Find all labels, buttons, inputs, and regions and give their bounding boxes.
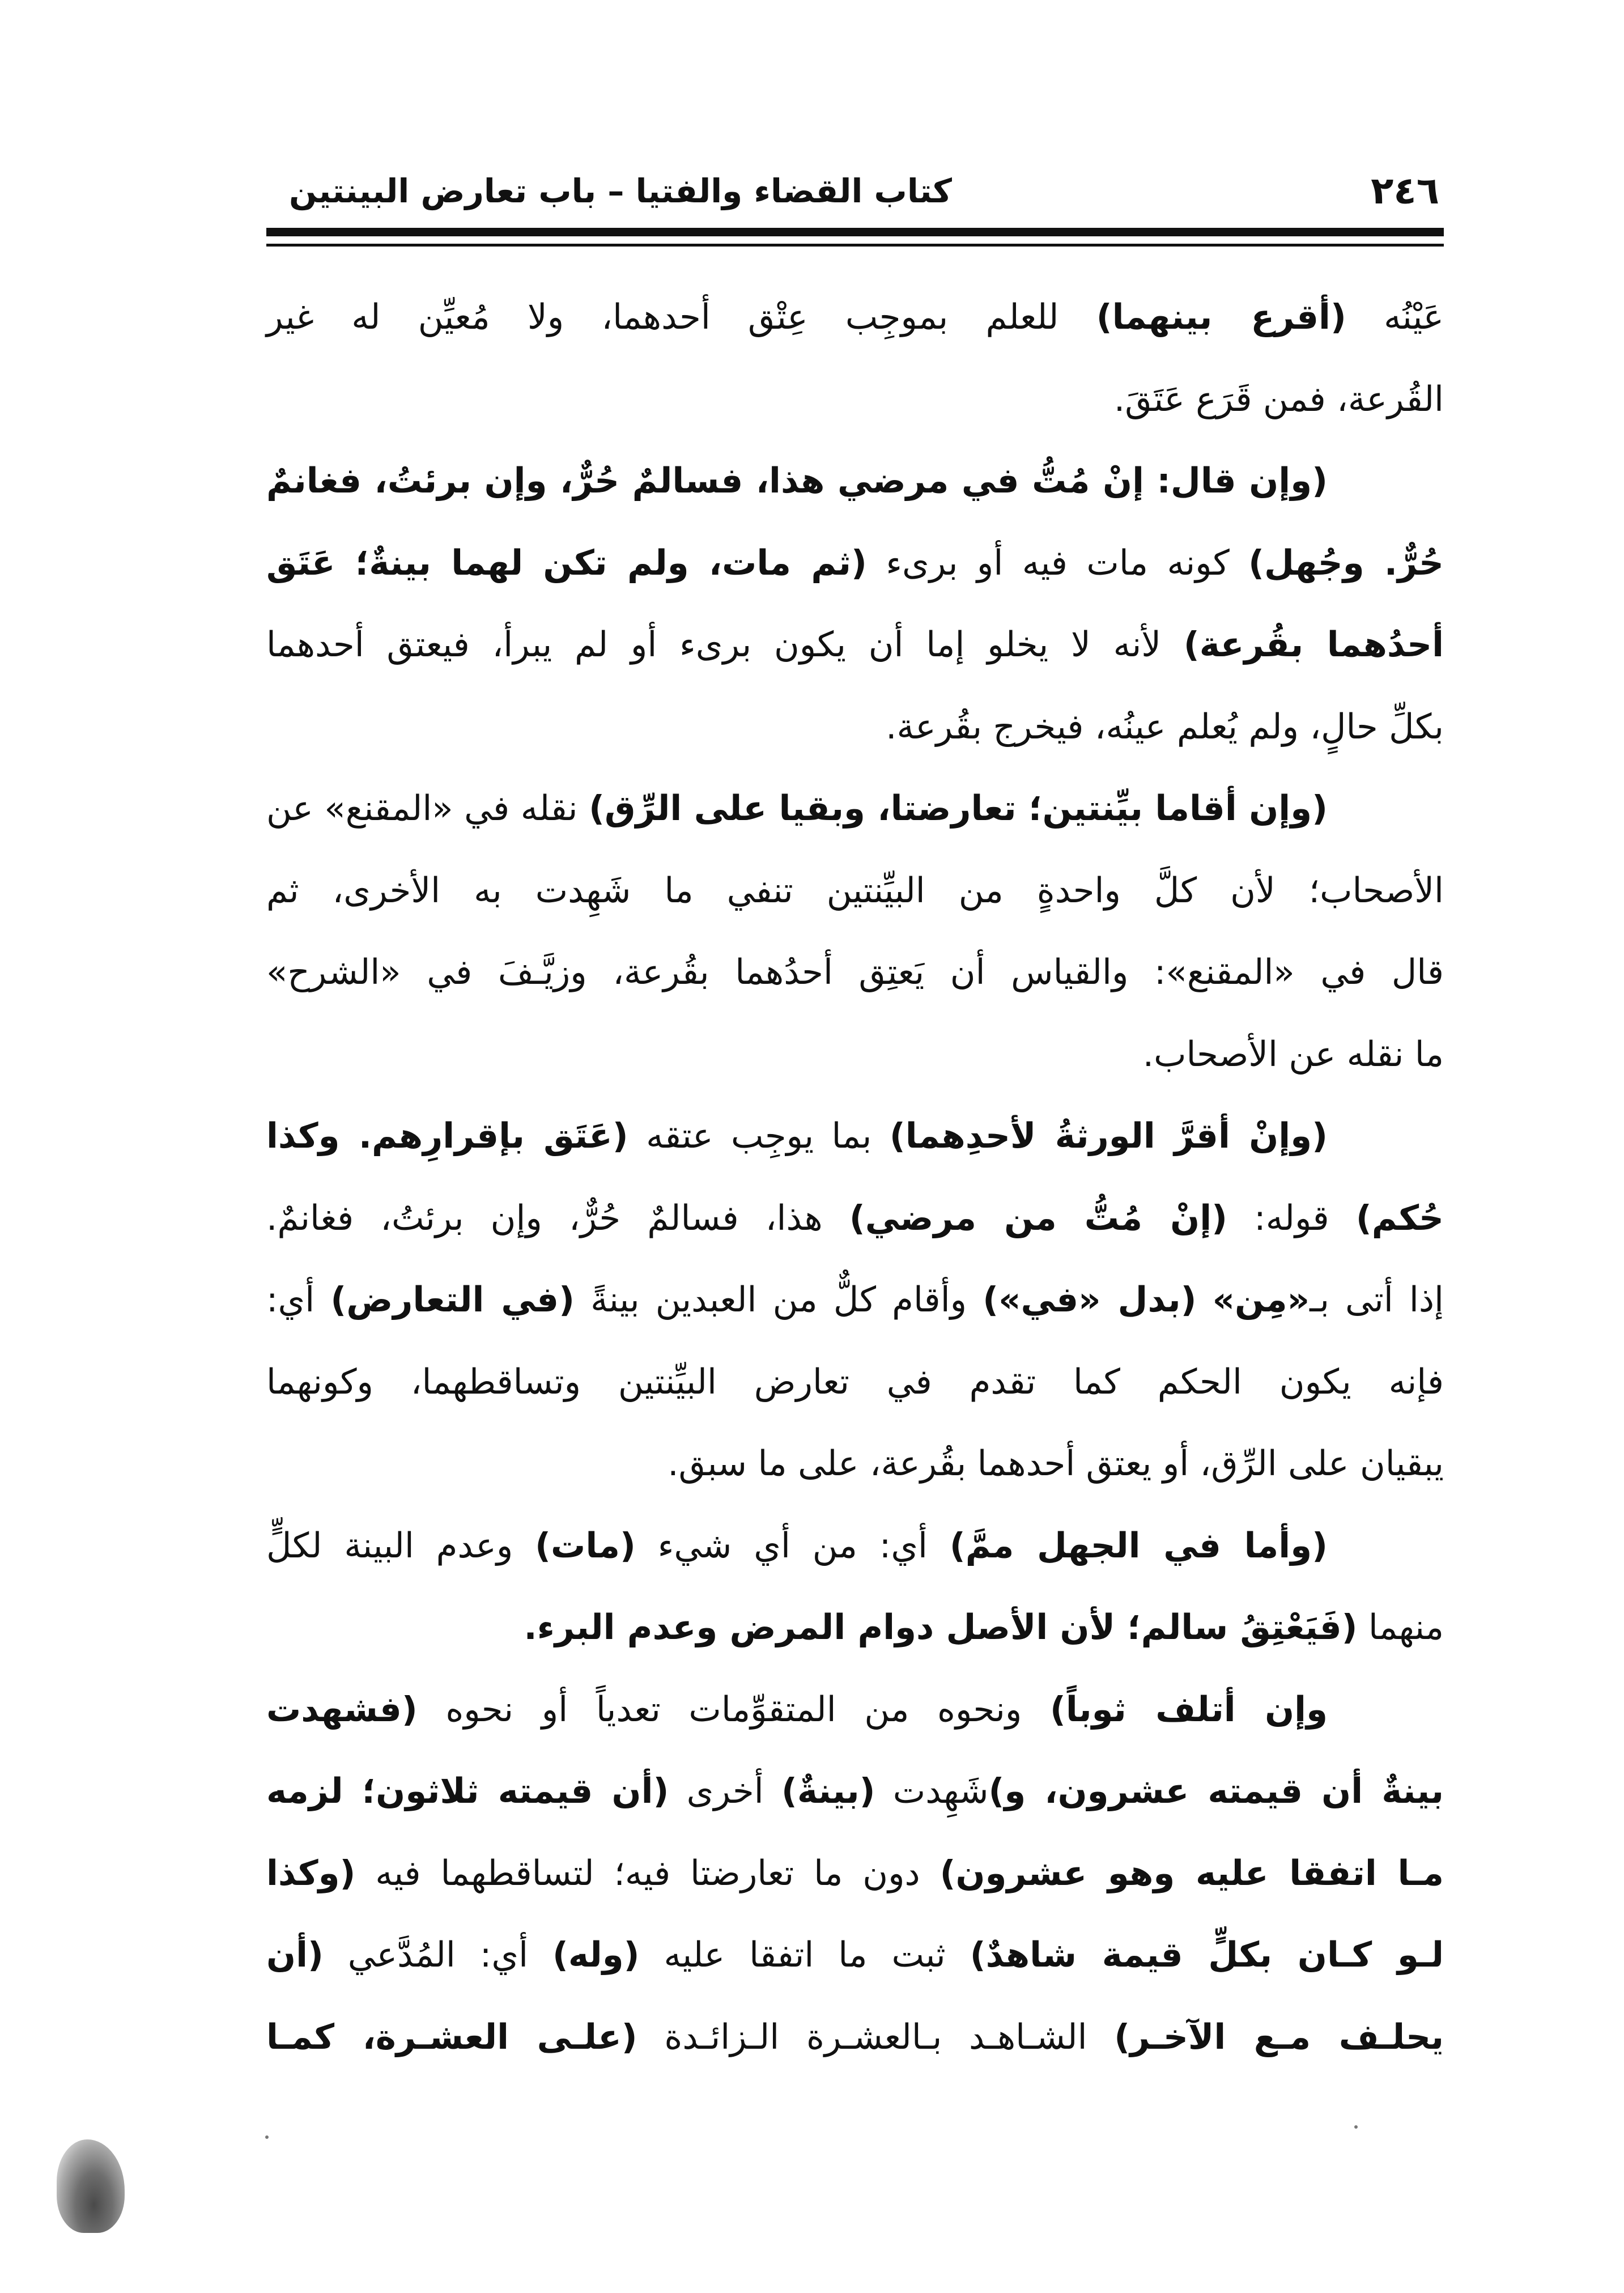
- paragraph: [266, 1669, 1444, 2079]
- bold-text-segment: أحدُهما بقُرعة): [1183, 625, 1444, 665]
- bold-text-segment: يحلـف مـع الآخـر): [1114, 2016, 1444, 2057]
- text-segment: قال في «المقنع»: والقياس أن يَعتِق أحدُهما بقُرعة، وزيَّـفَ في «الشرح»: [266, 952, 1444, 992]
- bold-text-segment: (فشهدت: [266, 1689, 418, 1730]
- text-line: [266, 1587, 1444, 1669]
- text-segment: يبقيان على الرِّق، أو يعتق أحدهما بقُرعة، على ما سبق.: [668, 1443, 1444, 1484]
- bold-text-segment: (أقرع بينهما): [1096, 297, 1346, 337]
- bold-text-segment: (فَيَعْتِقُ سالم؛ لأن الأصل دوام المرض وعدم البرء.: [524, 1607, 1358, 1647]
- text-segment: للعلم بموجِب عِتْق أحدهما، ولا مُعيِّن له غير: [266, 297, 1096, 337]
- bold-text-segment: (مات): [535, 1525, 636, 1566]
- text-segment: نقله في «المقنع» عن: [266, 788, 589, 829]
- paragraph: [266, 277, 1444, 440]
- text-segment: أي:: [266, 1280, 331, 1320]
- text-segment: أي: المُدَّعي: [323, 1935, 552, 1975]
- header-rule-thin: [266, 244, 1444, 247]
- header-rule-thick: [266, 228, 1444, 236]
- bold-text-segment: لـو كـان بكلٍّ قيمة شاهدٌ): [970, 1935, 1444, 1975]
- text-segment: وأقام كلٌّ من العبدين بينةً: [574, 1280, 983, 1320]
- text-line: [266, 1833, 1444, 1915]
- text-segment: قوله:: [1227, 1198, 1356, 1238]
- text-segment: أخرى: [669, 1771, 782, 1811]
- bold-text-segment: وإن أتلف ثوباً): [1049, 1689, 1328, 1730]
- bold-text-segment: (علـى العشـرة، كمـا: [266, 2016, 637, 2057]
- paragraph: [266, 1095, 1444, 1505]
- bold-text-segment: (وإن قال: إنْ مُتُّ في مرضي هذا، فسالمٌ حُرٌّ، وإن برئتُ، فغانمٌ: [266, 461, 1328, 501]
- text-segment: القُرعة، فمن قَرَع عَتَقَ.: [1113, 379, 1444, 419]
- text-line: [266, 1341, 1444, 1424]
- bold-text-segment: مـا اتفقا عليه وهو عشرون): [939, 1853, 1444, 1893]
- text-segment: إذا أتى بـ: [1310, 1280, 1444, 1320]
- paragraph: [266, 768, 1444, 1095]
- bold-text-segment: (أن: [266, 1935, 324, 1975]
- text-segment: ثبت ما اتفقا عليه: [639, 1935, 970, 1975]
- text-line: [266, 277, 1444, 359]
- bold-text-segment: حُرٌّ. وجُهل): [1248, 542, 1444, 583]
- scan-speck: [265, 2135, 269, 2139]
- bold-text-segment: (وأما في الجهل ممَّ): [949, 1525, 1328, 1566]
- bold-text-segment: (في التعارض): [330, 1280, 575, 1320]
- text-line: [266, 1751, 1444, 1833]
- text-segment: منهما: [1357, 1607, 1444, 1647]
- bold-text-segment: (بينةٌ): [781, 1771, 875, 1811]
- text-segment: هذا، فسالمٌ حُرٌّ، وإن برئتُ، فغانمٌ.: [266, 1198, 849, 1238]
- text-segment: بكلِّ حالٍ، ولم يُعلم عينُه، فيخرج بقُرعة.: [886, 706, 1444, 747]
- bold-text-segment: «مِن»: [1212, 1280, 1310, 1320]
- text-segment: عَيْنُه: [1346, 297, 1444, 337]
- bold-text-segment: (عَتَق بإقرارِهم. وكذا: [266, 1116, 628, 1156]
- text-segment: كونه مات فيه أو برىء: [866, 542, 1249, 583]
- text-line: [266, 1423, 1444, 1505]
- bold-text-segment: (إنْ مُتُّ من مرضي): [849, 1198, 1227, 1238]
- text-segment: فإنه يكون الحكم كما تقدم في تعارض البيِّنتين وتساقطهما، وكونهما: [266, 1361, 1444, 1402]
- bold-text-segment: (وإن أقاما بيِّنتين؛ تعارضتا، وبقيا على الرِّق): [589, 788, 1328, 829]
- text-segment: أي: من أي شيء: [635, 1525, 950, 1566]
- text-segment: [1196, 1280, 1212, 1320]
- text-line: [266, 1178, 1444, 1260]
- text-line: [266, 1095, 1444, 1178]
- text-segment: الشـاهـد بـالعشـرة الـزائـدة: [637, 2016, 1115, 2057]
- text-segment: بما يوجِب عتقه: [628, 1116, 890, 1156]
- bold-text-segment: (أن قيمته ثلاثون؛ لزمه: [266, 1771, 669, 1811]
- bold-text-segment: (ثم مات، ولم تكن لهما بينةٌ؛ عَتَق: [266, 542, 867, 583]
- text-line: [266, 686, 1444, 768]
- text-line: [266, 932, 1444, 1014]
- text-segment: وعدم البينة لكلٍّ: [266, 1525, 535, 1566]
- text-segment: الأصحاب؛ لأن كلَّ واحدةٍ من البيِّنتين تنفي ما شَهِدت به الأخرى، ثم: [266, 870, 1444, 911]
- text-segment: شَهِدت: [875, 1771, 989, 1811]
- text-line: [266, 1014, 1444, 1096]
- text-line: [266, 850, 1444, 932]
- text-line: [266, 359, 1444, 441]
- text-line: [266, 523, 1444, 605]
- text-segment: لأنه لا يخلو إما أن يكون برىء أو لم يبرأ، فيعتق أحدهما: [266, 625, 1184, 665]
- body-text: [266, 277, 1444, 2078]
- running-header-title: كتاب القضاء والفتيا – باب تعارض البينتين: [289, 172, 952, 210]
- scan-speck: [1354, 2125, 1358, 2129]
- text-line: [266, 440, 1444, 523]
- bold-text-segment: بينةٌ أن قيمته عشرون، و): [988, 1771, 1444, 1811]
- bold-text-segment: (وله): [552, 1935, 640, 1975]
- paragraph: [266, 440, 1444, 768]
- bold-text-segment: (وإنْ أقرَّ الورثةُ لأحدِهما): [889, 1116, 1328, 1156]
- page-number: ٢٤٦: [1371, 169, 1439, 213]
- bold-text-segment: حُكم): [1355, 1198, 1444, 1238]
- text-segment: ونحوه من المتقوِّمات تعدياً أو نحوه: [417, 1689, 1050, 1730]
- text-segment: دون ما تعارضتا فيه؛ لتساقطهما فيه: [355, 1853, 940, 1893]
- text-line: [266, 1669, 1444, 1751]
- bold-text-segment: (وكذا: [266, 1853, 356, 1893]
- scan-smudge: [57, 2139, 125, 2233]
- text-line: [266, 604, 1444, 686]
- text-line: [266, 1914, 1444, 1997]
- text-line: [266, 1505, 1444, 1587]
- text-line: [266, 1259, 1444, 1341]
- text-segment: ما نقله عن الأصحاب.: [1142, 1034, 1444, 1075]
- paragraph: [266, 1505, 1444, 1669]
- text-line: [266, 1997, 1444, 2079]
- text-line: [266, 768, 1444, 850]
- bold-text-segment: (بدل «في»): [983, 1280, 1197, 1320]
